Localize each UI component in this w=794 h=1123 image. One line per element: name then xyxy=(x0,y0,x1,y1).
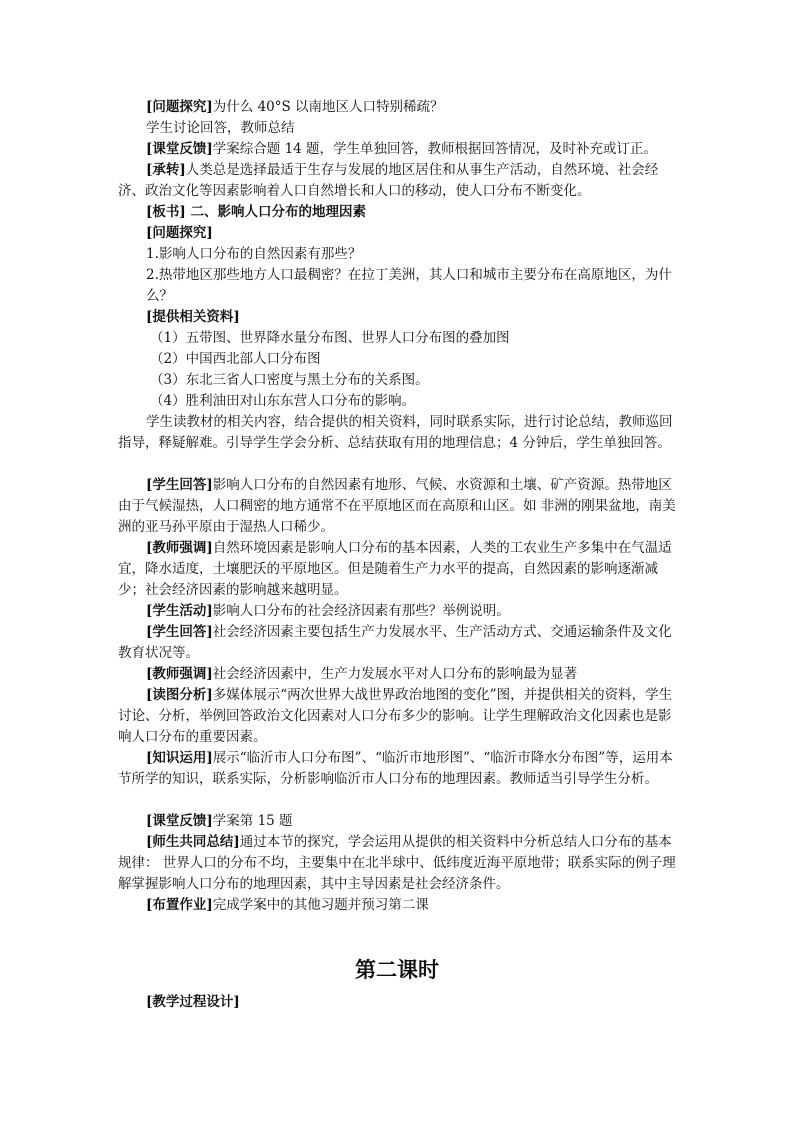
tag: [知识运用] xyxy=(146,750,213,766)
question-1: 1.影响人口分布的自然因素有那些？ xyxy=(146,246,362,262)
para-summary: [师生共同总结]通过本节的探究，学会运用从提供的相关资料中分析总结人口分布的基本规律： 世界人口的分布不均，主要集中在北半球中、低纬度近海平原地带；联系实际的例子理解掌握影响人口分布的地理因素，其中主导因素是社会经济条件。 xyxy=(118,834,676,892)
material-3: （3）东北三省人口密度与黑土分布的关系图。 xyxy=(150,372,429,388)
para-homework: [布置作业]完成学案中的其他习题并预习第二课 xyxy=(146,897,429,913)
para-materials-tag: [提供相关资料] xyxy=(146,309,240,325)
tag: [板书] xyxy=(146,204,186,220)
tag: [师生共同总结] xyxy=(146,834,240,850)
para-teacher-emphasis-1: [教师强调]自然环境因素是影响人口分布的基本因素，人类的工农业生产多集中在气温适宜，降水适度，土壤肥沃的平原地区。但是随着生产力水平的提高，自然因素的影响逐渐减少；社会经济因素的影响越来越明显。 xyxy=(118,540,672,598)
tag: [课堂反馈] xyxy=(146,813,213,829)
tag: [读图分析] xyxy=(146,687,213,703)
tag: [教师强调] xyxy=(146,666,213,682)
para-class-feedback-1: [课堂反馈]学案综合题 14 题，学生单独回答，教师根据回答情况，及时补充或订正。 xyxy=(146,141,658,157)
section-heading: 第二课时 xyxy=(355,957,439,982)
tag: [学生活动] xyxy=(146,603,213,619)
tag: [问题探究] xyxy=(146,99,213,115)
para-map-analysis: [读图分析]多媒体展示“两次世界大战世界政治地图的变化”图，并提供相关的资料，学生讨论、分析，举例回答政治文化因素对人口分布多少的影响。让学生理解政治文化因素也是影响人口分布的重要因素。 xyxy=(118,687,673,745)
para-student-answer-1: [学生回答]影响人口分布的自然因素有地形、气候、水资源和土壤、矿产资源。热带地区由于气候湿热，人口稠密的地方通常不在平原地区而在高原和山区。如 非洲的刚果盆地，南美洲的亚马孙平原由于湿热人口稀少。 xyxy=(118,477,676,535)
para-knowledge-application: [知识运用]展示“临沂市人口分布图”、“临沂市地形图”、“临沂市降水分布图”等，运用本节所学的知识，联系实际，分析影响临沂市人口分布的地理因素。教师适当引导学生分析。 xyxy=(118,750,673,787)
tag: [课堂反馈] xyxy=(146,141,213,157)
para-teacher-emphasis-2: [教师强调]社会经济因素中，生产力发展水平对人口分布的影响最为显著 xyxy=(146,666,578,682)
para-student-reading: 学生读教材的相关内容，结合提供的相关资料，同时联系实际，进行讨论总结，教师巡回指导，释疑解难。引导学生学会分析、总结获取有用的地理信息；4 分钟后，学生单独回答。 xyxy=(118,414,673,451)
para-transition: [承转]人类总是选择最适于生存与发展的地区居住和从事生产活动，自然环境、社会经济、政治文化等因素影响着人口自然增长和人口的移动，使人口分布不断变化。 xyxy=(118,162,659,199)
para-student-answer-2: [学生回答]社会经济因素主要包括生产力发展水平、生产活动方式、交通运输条件及文化教育状况等。 xyxy=(118,624,672,661)
material-4: （4）胜利油田对山东东营人口分布的影响。 xyxy=(150,393,416,409)
para-discussion: 学生讨论回答，教师总结 xyxy=(146,120,295,136)
tag: [教师强调] xyxy=(146,540,213,556)
para-problem-explore-1: [问题探究]为什么 40°S 以南地区人口特别稀疏？ xyxy=(146,99,444,115)
material-1: （1）五带图、世界降水量分布图、世界人口分布图的叠加图 xyxy=(150,330,510,346)
para-class-feedback-2: [课堂反馈]学案第 15 题 xyxy=(146,813,293,829)
tag: [学生回答] xyxy=(146,477,213,493)
para-process-design: [教学过程设计] xyxy=(146,994,240,1010)
para-problem-explore-2: [问题探究] xyxy=(146,225,213,241)
para-student-activity: [学生活动]影响人口分布的社会经济因素有那些？举例说明。 xyxy=(146,603,510,619)
tag: [学生回答] xyxy=(146,624,213,640)
tag: [布置作业] xyxy=(146,897,213,913)
material-2: （2）中国西北部人口分布图 xyxy=(150,351,321,367)
para-board-title: [板书] 二、影响人口分布的地理因素 xyxy=(146,204,366,220)
tag: [承转] xyxy=(146,162,186,178)
question-2: 2.热带地区那些地方人口最稠密？在拉丁美洲，其人口和城市主要分布在高原地区，为什么？ xyxy=(146,267,672,304)
